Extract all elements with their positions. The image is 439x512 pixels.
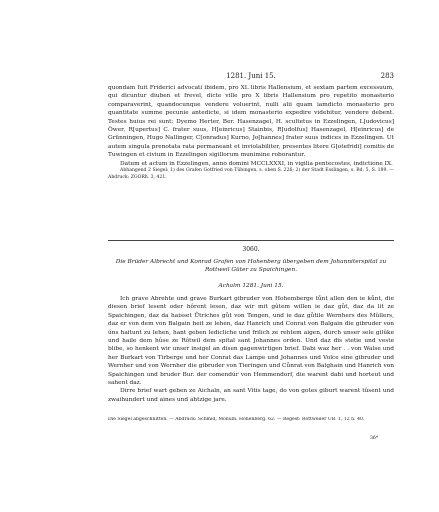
page-number: 283 [380, 72, 394, 80]
footnote-seals: Abhangend 2 Siegel: 1) des Grafen Gotfried von Tübingen, s. oben S. 226; 2) der Stadt Esslingen, s. Bd. 5, S. 189. — Abdruck: ZGORh. 3, 421. [108, 168, 394, 180]
regest-summary: Die Brüder Albrecht und Konrad Grafen von Hohenberg übergeben dem Johanniterspital zu Rottweil Güter zu Spaichingen. [115, 259, 387, 274]
page-header [108, 72, 394, 84]
charter-text [108, 295, 394, 404]
footnote-edition [108, 417, 394, 424]
charter-paragraph: quondam fuit Friderici advocati ibidem, pro XL libris Hallensium, et sextam partem excessuum, qui dicuntur diuben et frevel, dicte ville pro X libris Hallensium pro repetito monasterio comparaverint, quandocunque vendere voluerint, nulli alii quam iamdicto monasterio pro quantitate summe pecunie antedicte, si idem monasterio expedire videbitur, vendere debent. Testes huius rei sunt: Dyemo Herter, Ber. Hasenzagel, H. scultetus in Ezzelingen, L[udovicus] Öwer, R[upertus] C. frater suus, H[einricus] Stainbis, R[udolfus] Hasenzagel, H[einricus] de Grünningen, Hugo Nallinger, C[onradus] Kurno, Jo[hannes] frater suus indices in Ezzelingen. Ut autem singula prenotata rata permaneant et inviolabiliter, presentes litere G[otefridi] comitis de Tuwingen et civium in Ezzelingen sigillorum munimine roborantur. [108, 85, 394, 159]
charter-closing: Dirre brief wart geben ze Aichaln, an sant Vitis tage, do von gotes giburt warent tûsent und zwaihundert und aines und ahtzige jare. [108, 388, 394, 403]
place-date: Achalm 1281. Juni 15. [218, 283, 284, 289]
signature-mark: 36* [370, 436, 379, 441]
continued-charter-text [108, 84, 394, 181]
running-head: 1281. Juni 15. [226, 72, 276, 80]
footnote-left: Die Siegel abgeschnitten. — Abdruck: Schmid, Monum. Hohenberg. 62. — Regest: Rottweiler UB. 1, 12 n. 40. [108, 417, 365, 422]
section-divider [108, 240, 394, 241]
datum-line: Datum et actum in Ezzelingen, anno domini MCCLXXXI, in vigilia pentecostes, indictione IX. [120, 160, 393, 167]
document-number: 3060. [242, 246, 260, 253]
charter-main-paragraph: Ich grave Abrehte und grave Burkart gibruder von Hohemberge tůnt allen den ie kůnt, die diesen brief lesent oder hôrent lesen, daz wir mit gûtem willen ie daz gůt, daz da lit ze Spaichingen, daz da haisset Ůtriches gůt von Tengen, und ie daz gůtile Wernhers des Mûllers, daz er von dem von Balgain heit ze lehen, daz Hanrich und Conrat von Balgain die gibruder von úns haitunt zu lehen, hant geben ledicliche und frilich ze rehtem aigen, durch unser sele gilûke und haile dem hûse ze Rôtwil dem spital sant Johannes orden. Und daz dis stetie und veste blibe, so henkent wir unser insigel an disen gagenwirtigen brief. Dabi waz her . . von Walse und her Burkart von Tirberge und her Conrat das Lampe und Johannes und Volce sine gibruder und Wernher und von Wernher die gibruder von Tieringen und Cůnrat von Balghain und Hanrich von Spaichingen und bruder Bur. der comendúr von Hemmendorf, die warent dabi und horteut und sahent daz. [108, 296, 394, 387]
